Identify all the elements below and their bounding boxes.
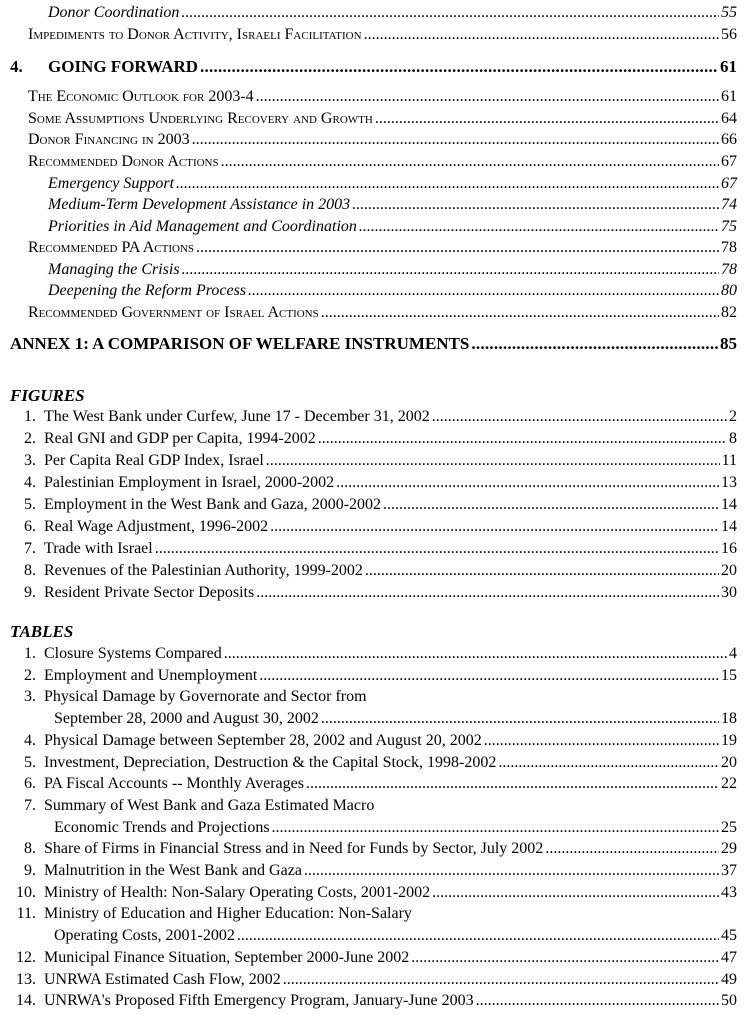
entry-number: 3. — [24, 688, 36, 706]
entry-label: Recommended Donor Actions — [28, 153, 219, 170]
entry-label: UNRWA Estimated Cash Flow, 2002 — [44, 970, 281, 988]
entry-label: The Economic Outlook for 2003-4 — [28, 88, 254, 105]
entry-label: ANNEX 1: A COMPARISON OF WELFARE INSTRUMENTS — [10, 334, 470, 353]
dot-leader — [192, 131, 719, 149]
dot-leader — [196, 239, 719, 257]
page-number: 61 — [720, 57, 737, 76]
page-number: 30 — [721, 584, 737, 601]
dot-leader — [221, 153, 719, 171]
entry-label: Economic Trends and Projections — [54, 818, 270, 836]
entry-label: Donor Financing in 2003 — [28, 131, 190, 148]
page-number: 78 — [721, 239, 737, 256]
page-number: 67 — [721, 175, 737, 192]
toc-entry-donor-coordination[interactable] — [48, 4, 737, 22]
toc-entry-rec-pa[interactable] — [28, 239, 737, 257]
page-number: 80 — [721, 282, 737, 299]
page-number: 2 — [729, 408, 737, 425]
page-number: 56 — [721, 26, 737, 43]
tables-entry[interactable] — [10, 884, 737, 902]
page-number: 82 — [721, 304, 737, 321]
entry-label: Revenues of the Palestinian Authority, 1999-2002 — [44, 562, 363, 579]
toc-entry-assumptions[interactable] — [28, 110, 737, 128]
dot-leader — [432, 408, 727, 426]
entry-label-line1: Physical Damage by Governorate and Sector from — [44, 688, 367, 706]
entry-label: GOING FORWARD — [48, 57, 199, 76]
tables-entry[interactable] — [10, 949, 737, 967]
dot-leader — [484, 732, 719, 750]
entry-label: Real Wage Adjustment, 1996-2002 — [44, 518, 269, 535]
page-number: 66 — [721, 131, 737, 148]
entry-label: Per Capita Real GDP Index, Israel — [44, 452, 264, 469]
figures-entry[interactable] — [10, 408, 737, 426]
entry-label: Deepening the Reform Process — [48, 282, 247, 299]
entry-label: Real GNI and GDP per Capita, 1994-2002 — [44, 430, 316, 447]
tables-entry[interactable] — [10, 775, 737, 793]
entry-number: 7. — [24, 796, 36, 814]
tables-entry[interactable] — [54, 927, 737, 945]
tables-entry[interactable] — [54, 710, 737, 728]
entry-number: 12. — [16, 948, 36, 966]
dot-leader — [318, 430, 727, 448]
entry-label-line1: Summary of West Bank and Gaza Estimated Macro — [44, 796, 375, 814]
toc-entry-deepening[interactable] — [48, 282, 737, 300]
page-number: 37 — [721, 862, 737, 879]
dot-leader — [182, 261, 719, 279]
page-number: 16 — [721, 540, 737, 557]
page-number: 50 — [721, 992, 737, 1010]
chapter-number: 4. — [10, 57, 23, 76]
dot-leader — [375, 110, 719, 128]
entry-label: Malnutrition in the West Bank and Gaza — [44, 862, 302, 879]
page-number: 8 — [729, 430, 737, 447]
page-number: 15 — [721, 666, 737, 684]
entry-label: Resident Private Sector Deposits — [44, 584, 255, 601]
page-number: 22 — [721, 775, 737, 793]
tables-entry[interactable] — [10, 840, 737, 858]
dot-leader — [352, 196, 719, 214]
entry-number: 1. — [24, 408, 36, 425]
entry-label: Donor Coordination — [48, 4, 180, 21]
dot-leader — [256, 88, 719, 106]
entry-label: Employment in the West Bank and Gaza, 2000-2002 — [44, 496, 382, 513]
tables-heading: TABLES — [10, 622, 74, 641]
entry-label: UNRWA's Proposed Fifth Emergency Program, January-June 2003 — [44, 992, 474, 1010]
entry-number: 6. — [24, 775, 36, 793]
figures-entry[interactable] — [10, 496, 737, 514]
page-number: 61 — [721, 88, 737, 105]
toc-entry-emergency[interactable] — [48, 175, 737, 193]
dot-leader — [476, 992, 719, 1010]
entry-label: Managing the Crisis — [48, 261, 180, 278]
page-number: 67 — [721, 153, 737, 170]
entry-label: Operating Costs, 2001-2002 — [54, 927, 235, 945]
dot-leader — [224, 645, 727, 663]
page-number: 14 — [721, 496, 737, 513]
page-number: 25 — [721, 818, 737, 836]
dot-leader — [321, 304, 719, 322]
page-number: 78 — [721, 261, 737, 278]
dot-leader — [364, 26, 719, 44]
page-number: 13 — [721, 474, 737, 491]
dot-leader — [181, 4, 719, 22]
entry-label: Closure Systems Compared — [44, 645, 222, 662]
entry-number: 7. — [24, 540, 36, 557]
entry-number: 1. — [24, 645, 36, 662]
toc-chapter-going-forward[interactable] — [10, 57, 737, 77]
toc-entry-impediments[interactable] — [28, 26, 737, 44]
page-number: 29 — [721, 840, 737, 858]
dot-leader — [471, 334, 718, 354]
entry-label: September 28, 2000 and August 30, 2002 — [54, 710, 319, 728]
figures-entry[interactable] — [10, 518, 737, 536]
dot-leader — [383, 496, 719, 514]
tables-entry[interactable] — [54, 819, 737, 837]
tables-entry[interactable] — [10, 992, 737, 1010]
entry-label-line1: Ministry of Education and Higher Education: Non-Salary — [44, 905, 412, 923]
dot-leader — [155, 540, 719, 558]
figures-entry[interactable] — [10, 562, 737, 580]
figures-entry[interactable] — [10, 452, 737, 470]
dot-leader — [432, 884, 719, 902]
dot-leader — [304, 862, 719, 880]
dot-leader — [237, 927, 719, 945]
page-number: 20 — [721, 562, 737, 579]
dot-leader — [411, 949, 719, 967]
page-number: 45 — [721, 927, 737, 945]
dot-leader — [498, 754, 719, 772]
tables-entry[interactable] — [10, 971, 737, 989]
entry-label: Investment, Depreciation, Destruction & the Capital Stock, 1998-2002 — [44, 753, 497, 771]
dot-leader — [200, 57, 718, 77]
entry-label: Medium-Term Development Assistance in 2003 — [48, 196, 351, 213]
entry-label: Priorities in Aid Management and Coordination — [48, 218, 357, 235]
tables-entry[interactable] — [10, 645, 737, 663]
entry-number: 10. — [16, 883, 36, 901]
toc-entry-economic-outlook[interactable] — [28, 88, 737, 106]
entry-label: Emergency Support — [48, 175, 175, 192]
entry-number: 9. — [24, 862, 36, 879]
entry-label: Recommended PA Actions — [28, 239, 195, 256]
entry-number: 9. — [24, 584, 36, 601]
dot-leader — [365, 562, 719, 580]
figures-heading: FIGURES — [10, 386, 85, 405]
entry-label: Municipal Finance Situation, September 2000-June 2002 — [44, 948, 410, 966]
entry-number: 8. — [24, 840, 36, 858]
entry-label: PA Fiscal Accounts -- Monthly Averages — [44, 775, 304, 793]
dot-leader — [248, 282, 719, 300]
dot-leader — [270, 518, 719, 536]
dot-leader — [283, 971, 719, 989]
entry-label: Recommended Government of Israel Actions — [28, 304, 319, 321]
tables-entry[interactable] — [10, 754, 737, 772]
tables-entry[interactable] — [10, 732, 737, 750]
figures-entry[interactable] — [10, 584, 737, 602]
page-number: 4 — [729, 645, 737, 662]
entry-first-line — [10, 688, 367, 706]
entry-label: Trade with Israel — [44, 540, 153, 557]
dot-leader — [545, 840, 719, 858]
page-number: 43 — [721, 883, 737, 901]
page-number: 49 — [721, 970, 737, 988]
toc-entry-priorities[interactable] — [48, 218, 737, 236]
tables-entry[interactable] — [10, 862, 737, 880]
page-number: 74 — [721, 196, 737, 213]
entry-number: 2. — [24, 430, 36, 447]
entry-number: 5. — [24, 496, 36, 513]
toc-entry-donor-financing[interactable] — [28, 131, 737, 149]
page-number: 18 — [721, 710, 737, 728]
dot-leader — [272, 819, 719, 837]
entry-number: 8. — [24, 562, 36, 579]
toc-entry-rec-donor[interactable] — [28, 153, 737, 171]
dot-leader — [256, 584, 719, 602]
entry-label: Ministry of Health: Non-Salary Operating Costs, 2001-2002 — [44, 883, 431, 901]
page-number: 20 — [721, 753, 737, 771]
dot-leader — [359, 218, 719, 236]
entry-label: The West Bank under Curfew, June 17 - December 31, 2002 — [44, 408, 430, 425]
dot-leader — [176, 175, 719, 193]
toc-entry-annex1[interactable] — [10, 334, 737, 354]
dot-leader — [336, 474, 719, 492]
page-number: 14 — [721, 518, 737, 535]
entry-number: 2. — [24, 666, 36, 684]
entry-number: 3. — [24, 452, 36, 469]
page-number: 85 — [720, 334, 737, 353]
figures-entry[interactable] — [10, 474, 737, 492]
toc-entry-medium-term[interactable] — [48, 196, 737, 214]
entry-first-line — [10, 905, 412, 923]
entry-label: Impediments to Donor Activity, Israeli Facilitation — [28, 26, 362, 43]
entry-number: 14. — [16, 992, 36, 1010]
tables-entry[interactable] — [10, 667, 737, 685]
figures-entry[interactable] — [10, 540, 737, 558]
dot-leader — [306, 775, 719, 793]
page-number: 11 — [721, 452, 737, 469]
page-number: 47 — [721, 948, 737, 966]
page-number: 55 — [721, 4, 737, 21]
entry-first-line — [10, 797, 374, 815]
entry-label: Share of Firms in Financial Stress and in Need for Funds by Sector, July 2002 — [44, 840, 544, 858]
dot-leader — [321, 710, 719, 728]
toc-entry-managing[interactable] — [48, 261, 737, 279]
entry-label: Physical Damage between September 28, 2002 and August 20, 2002 — [44, 731, 482, 749]
entry-number: 5. — [24, 753, 36, 771]
dot-leader — [259, 667, 719, 685]
entry-label: Employment and Unemployment — [44, 666, 258, 684]
page-number: 75 — [721, 218, 737, 235]
page-number: 19 — [721, 731, 737, 749]
page-number: 64 — [721, 110, 737, 127]
entry-number: 13. — [16, 970, 36, 988]
entry-label: Palestinian Employment in Israel, 2000-2002 — [44, 474, 335, 491]
figures-entry[interactable] — [10, 430, 737, 448]
entry-number: 11. — [16, 905, 36, 923]
entry-label: Some Assumptions Underlying Recovery and Growth — [28, 110, 373, 127]
entry-number: 6. — [24, 518, 36, 535]
entry-number: 4. — [24, 474, 36, 491]
dot-leader — [266, 452, 720, 470]
toc-entry-rec-israel[interactable] — [28, 304, 737, 322]
entry-number: 4. — [24, 731, 36, 749]
